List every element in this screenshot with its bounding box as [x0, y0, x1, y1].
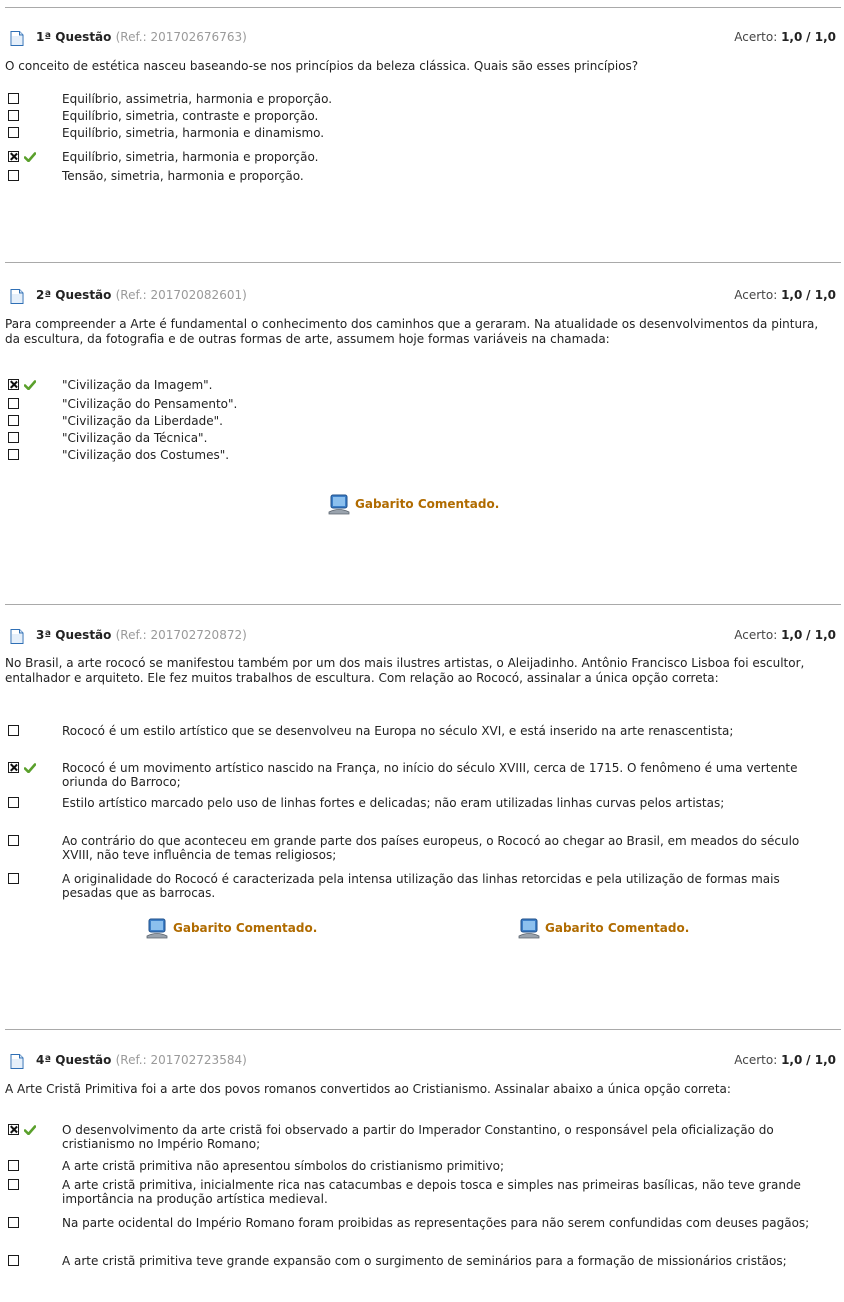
- checkbox[interactable]: [8, 127, 19, 138]
- question-statement: Para compreender a Arte é fundamental o conhecimento dos caminhos que a geraram. Na atualidade os desenvolvimentos da pintura, da escultura, da fotografia e de outras formas de arte, assumem hoje formas variáveis na chamada:: [5, 317, 819, 346]
- document-icon: [10, 1054, 24, 1069]
- score-value: 1,0: [781, 288, 803, 302]
- option-text: A arte cristã primitiva não apresentou símbolos do cristianismo primitivo;: [62, 1159, 504, 1173]
- gabarito-label: Gabarito Comentado.: [545, 921, 690, 935]
- option-text: Equilíbrio, assimetria, harmonia e proporção.: [62, 92, 333, 106]
- option-text: A arte cristã primitiva teve grande expansão com o surgimento de seminários para a formação de missionários cristãos;: [62, 1254, 787, 1268]
- green-check-icon: [24, 763, 36, 773]
- checkbox[interactable]: [8, 398, 19, 409]
- option-text: "Civilização da Imagem".: [62, 378, 213, 392]
- checkbox[interactable]: [8, 1160, 19, 1171]
- checkbox[interactable]: [8, 1255, 19, 1266]
- question-header-4: [10, 1053, 836, 1069]
- question-title: 4ª Questão: [36, 1053, 112, 1067]
- document-icon: [10, 629, 24, 644]
- score-label: Acerto:: [734, 30, 778, 44]
- question-statement: No Brasil, a arte rococó se manifestou também por um dos mais ilustres artistas, o Aleijadinho. Antônio Francisco Lisboa foi escultor, entalhador e arquiteto. Ele fez muitos trabalhos de escultura. Com relação ao Rococó, assinalar a única opção correta:: [5, 656, 805, 685]
- score-total: / 1,0: [806, 628, 836, 642]
- score-total: / 1,0: [806, 30, 836, 44]
- option-text: A arte cristã primitiva, inicialmente rica nas catacumbas e depois tosca e simples nas primeiras basílicas, não teve grande importância na produção artística medieval.: [62, 1178, 801, 1206]
- score: [734, 628, 836, 642]
- computer-monitor-icon: [328, 493, 350, 515]
- computer-monitor-icon: [518, 917, 540, 939]
- green-check-icon: [24, 152, 36, 162]
- checkbox[interactable]: [8, 93, 19, 104]
- option-text: Rococó é um estilo artístico que se desenvolveu na Europa no século XVI, e está inserido na arte renascentista;: [62, 724, 734, 738]
- checkbox[interactable]: [8, 170, 19, 181]
- score-label: Acerto:: [734, 628, 778, 642]
- option-text: Rococó é um movimento artístico nascido na França, no início do século XVIII, cerca de 1715. O fenômeno é uma vertente oriunda do Barroco;: [62, 761, 798, 789]
- gabarito-comentado-link[interactable]: [146, 917, 336, 939]
- question-statement: A Arte Cristã Primitiva foi a arte dos povos romanos convertidos ao Cristianismo. Assinalar abaixo a única opção correta:: [5, 1082, 731, 1096]
- question-statement: O conceito de estética nasceu baseando-se nos princípios da beleza clássica. Quais são esses princípios?: [5, 59, 639, 73]
- checkbox[interactable]: [8, 449, 19, 460]
- computer-monitor-icon: [146, 917, 168, 939]
- option-text: "Civilização do Pensamento".: [62, 397, 238, 411]
- score-value: 1,0: [781, 1053, 803, 1067]
- score-total: / 1,0: [806, 288, 836, 302]
- option-text: Ao contrário do que aconteceu em grande parte dos países europeus, o Rococó ao chegar ao Brasil, em meados do século XVIII, não teve influência de temas religiosos;: [62, 834, 800, 862]
- option-text: Tensão, simetria, harmonia e proporção.: [62, 169, 304, 183]
- checkbox[interactable]: [8, 1179, 19, 1190]
- checkbox-checked[interactable]: [8, 762, 19, 773]
- checkbox[interactable]: [8, 415, 19, 426]
- question-ref: (Ref.: 201702082601): [115, 288, 247, 302]
- checkbox[interactable]: [8, 873, 19, 884]
- checkbox-checked[interactable]: [8, 1124, 19, 1135]
- question-separator: [5, 7, 841, 8]
- checkbox-checked[interactable]: [8, 151, 19, 162]
- score-label: Acerto:: [734, 288, 778, 302]
- option-text: Equilíbrio, simetria, harmonia e proporção.: [62, 150, 319, 164]
- gabarito-comentado-link[interactable]: [328, 493, 518, 515]
- question-header-3: [10, 628, 836, 644]
- green-check-icon: [24, 380, 36, 390]
- score-value: 1,0: [781, 628, 803, 642]
- score: [734, 1053, 836, 1067]
- question-separator: [5, 262, 841, 263]
- option-text: Equilíbrio, simetria, contraste e proporção.: [62, 109, 319, 123]
- gabarito-label: Gabarito Comentado.: [355, 497, 500, 511]
- question-header-1: [10, 30, 836, 46]
- question-ref: (Ref.: 201702723584): [115, 1053, 247, 1067]
- option-text: Estilo artístico marcado pelo uso de linhas fortes e delicadas; não eram utilizadas linhas curvas pelos artistas;: [62, 796, 725, 810]
- option-text: "Civilização da Liberdade".: [62, 414, 223, 428]
- checkbox[interactable]: [8, 725, 19, 736]
- green-check-icon: [24, 1125, 36, 1135]
- option-text: "Civilização da Técnica".: [62, 431, 208, 445]
- checkbox[interactable]: [8, 835, 19, 846]
- question-title: 3ª Questão: [36, 628, 112, 642]
- question-title: 1ª Questão: [36, 30, 112, 44]
- option-text: Equilíbrio, simetria, harmonia e dinamismo.: [62, 126, 325, 140]
- checkbox-checked[interactable]: [8, 379, 19, 390]
- question-title: 2ª Questão: [36, 288, 112, 302]
- checkbox[interactable]: [8, 1217, 19, 1228]
- checkbox[interactable]: [8, 432, 19, 443]
- question-ref: (Ref.: 201702720872): [115, 628, 247, 642]
- question-header-2: [10, 288, 836, 304]
- checkbox[interactable]: [8, 110, 19, 121]
- gabarito-comentado-link[interactable]: [518, 917, 708, 939]
- document-icon: [10, 289, 24, 304]
- score: [734, 30, 836, 44]
- score-total: / 1,0: [806, 1053, 836, 1067]
- option-text: O desenvolvimento da arte cristã foi observado a partir do Imperador Constantino, o responsável pela oficialização do cristianismo no Império Romano;: [62, 1123, 774, 1151]
- option-text: A originalidade do Rococó é caracterizada pela intensa utilização das linhas retorcidas e pela utilização de formas mais pesadas que as barrocas.: [62, 872, 780, 900]
- gabarito-label: Gabarito Comentado.: [173, 921, 318, 935]
- score-label: Acerto:: [734, 1053, 778, 1067]
- checkbox[interactable]: [8, 797, 19, 808]
- document-icon: [10, 31, 24, 46]
- score: [734, 288, 836, 302]
- question-separator: [5, 604, 841, 605]
- option-text: "Civilização dos Costumes".: [62, 448, 230, 462]
- score-value: 1,0: [781, 30, 803, 44]
- option-text: Na parte ocidental do Império Romano foram proibidas as representações para não serem confundidas com deuses pagãos;: [62, 1216, 810, 1230]
- question-ref: (Ref.: 201702676763): [115, 30, 247, 44]
- question-separator: [5, 1029, 841, 1030]
